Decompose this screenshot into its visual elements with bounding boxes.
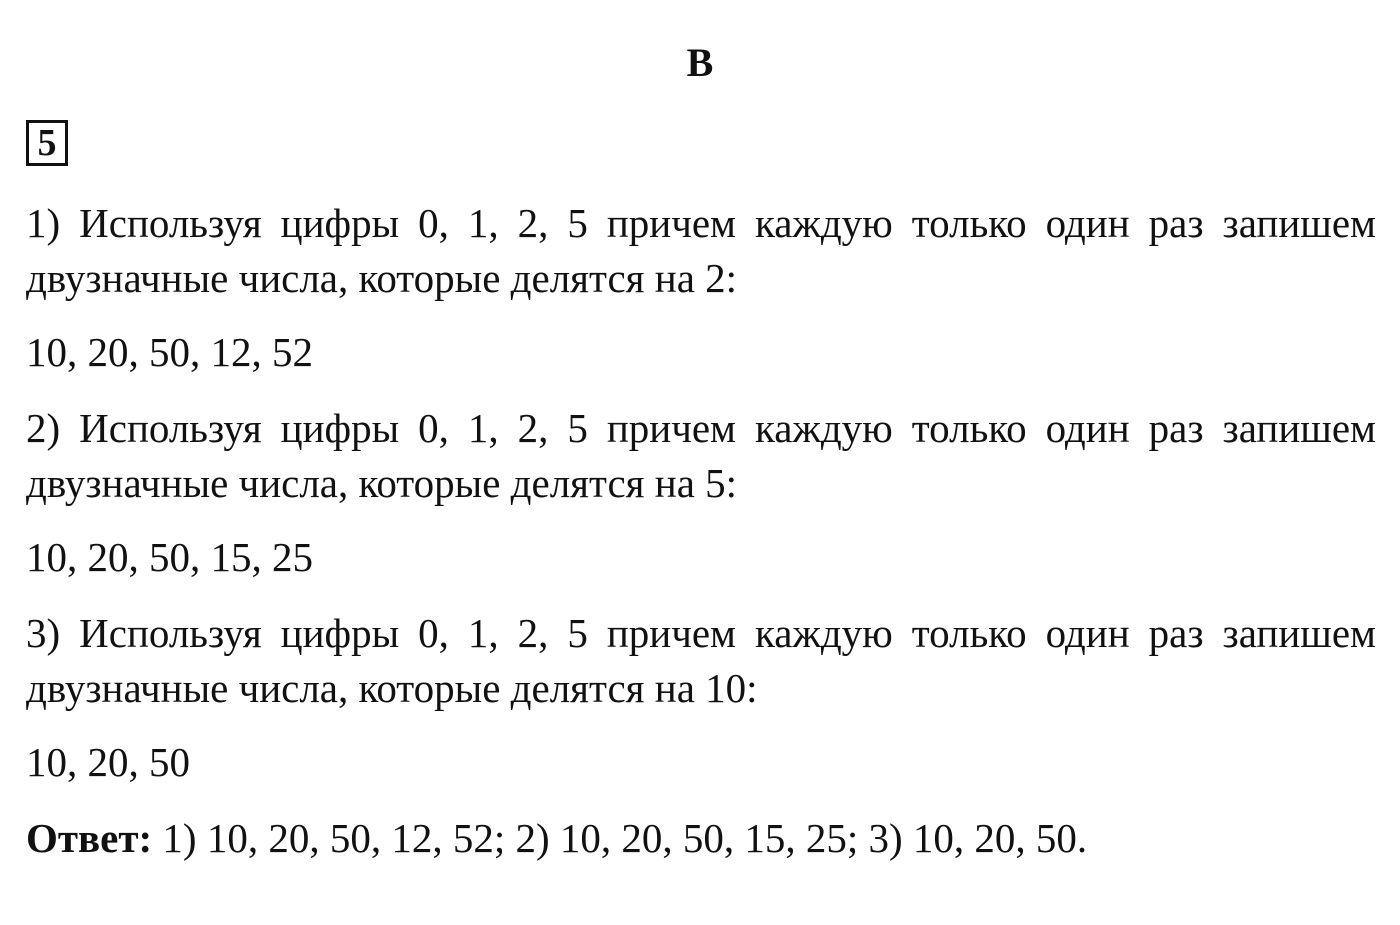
result-2: 10, 20, 50, 15, 25 [26, 534, 313, 580]
question-3: 3) Используя цифры 0, 1, 2, 5 причем каждую только один раз запишем двузначные числа, которые делятся на 10: [26, 610, 1376, 711]
question-1: 1) Используя цифры 0, 1, 2, 5 причем каждую только один раз запишем двузначные числа, которые делятся на 2: [26, 200, 1376, 301]
answer-text: 1) 10, 20, 50, 12, 52; 2) 10, 20, 50, 15, 25; 3) 10, 20, 50. [152, 815, 1088, 861]
result-3: 10, 20, 50 [26, 739, 190, 785]
question-2: 2) Используя цифры 0, 1, 2, 5 причем каждую только один раз запишем двузначные числа, которые делятся на 5: [26, 405, 1376, 506]
section-heading: В [686, 40, 714, 85]
result-1: 10, 20, 50, 12, 52 [26, 329, 313, 375]
answer-line [26, 811, 1376, 866]
task-number-box: 5 [26, 120, 68, 166]
answer-label: Ответ: [26, 815, 153, 861]
